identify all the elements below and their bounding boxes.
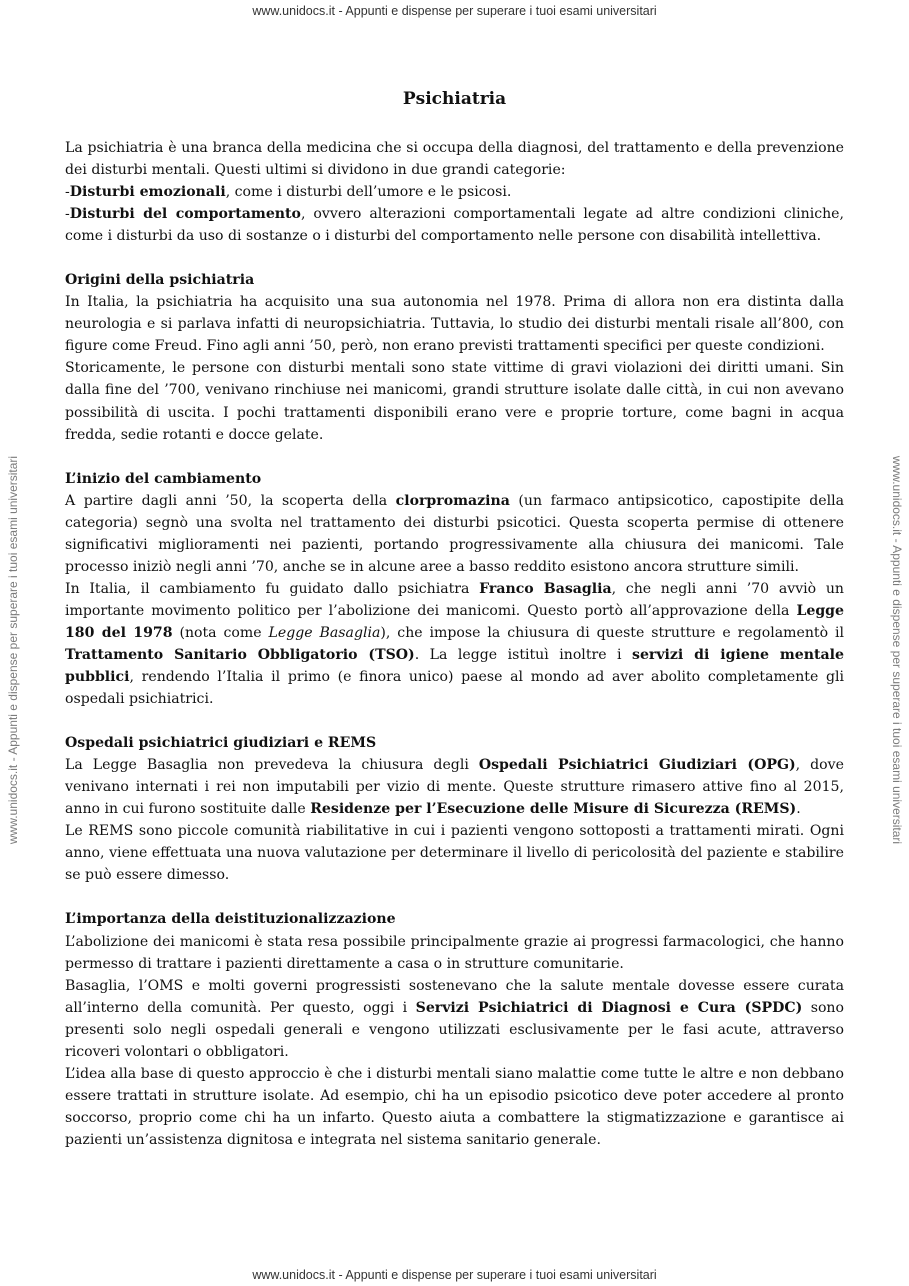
intro-list-item: -Disturbi emozionali, come i disturbi dell’umore e le psicosi. bbox=[65, 184, 512, 201]
section-paragraph: La Legge Basaglia non prevedeva la chiusura degli Ospedali Psichiatrici Giudiziari (OPG), dove venivano internati i rei non imputabili per vizio di mente. Queste strutture rimasero attive fino al 2015, anno in cui furono sostituite dalle Residenze per l’Esecuzione delle Misure di Sicurezza (REMS). bbox=[65, 757, 844, 818]
section-paragraph: In Italia, la psichiatria ha acquisito una sua autonomia nel 1978. Prima di allora non era distinta dalla neurologia e si parlava infatti di neuropsichiatria. Tuttavia, lo studio dei disturbi mentali risale all’800, con figure come Freud. Fino agli anni ’50, però, non erano previsti trattamenti specifici per queste condizioni. bbox=[65, 294, 844, 355]
watermark-left: www.unidocs.it - Appunti e dispense per superare i tuoi esami universitari bbox=[6, 455, 20, 845]
watermark-right: www.unidocs.it - Appunti e dispense per superare i tuoi esami universitari bbox=[890, 455, 904, 845]
watermark-bottom: www.unidocs.it - Appunti e dispense per superare i tuoi esami universitari bbox=[252, 1268, 657, 1282]
section-paragraph: Le REMS sono piccole comunità riabilitative in cui i pazienti vengono sottoposti a trattamenti mirati. Ogni anno, viene effettuata una nuova valutazione per determinare il livello di pericolosità del paziente e stabilire se può essere dimesso. bbox=[65, 823, 844, 884]
section-heading: L’importanza della deistituzionalizzazione bbox=[65, 911, 396, 928]
section-paragraph: Storicamente, le persone con disturbi mentali sono state vittime di gravi violazioni dei diritti umani. Sin dalla fine del ’700, venivano rinchiuse nei manicomi, grandi strutture isolate dalle città, in cui non avevano possibilità di uscita. I pochi trattamenti disponibili erano vere e proprie torture, come bagni in acqua fredda, sedie rotanti e docce gelate. bbox=[65, 360, 844, 443]
intro-paragraph: La psichiatria è una branca della medicina che si occupa della diagnosi, del trattamento e della prevenzione dei disturbi mentali. Questi ultimi si dividono in due grandi categorie: bbox=[65, 140, 844, 179]
section-heading: Origini della psichiatria bbox=[65, 272, 255, 289]
section-paragraph: In Italia, il cambiamento fu guidato dallo psichiatra Franco Basaglia, che negli anni ’70 avviò un importante movimento politico per l’abolizione dei manicomi. Questo portò all’approvazione della Legge 180 del 1978 (nota come Legge Basaglia), che impose la chiusura di queste strutture e regolamentò il Trattamento Sanitario Obbligatorio (TSO). La legge istituì inoltre i servizi di igiene mentale pubblici, rendendo l’Italia il primo (e finora unico) paese al mondo ad aver abolito completamente gli ospedali psichiatrici. bbox=[65, 580, 845, 708]
page-title: Psichiatria bbox=[402, 89, 507, 109]
section-paragraph: L’abolizione dei manicomi è stata resa possibile principalmente grazie ai progressi farmacologici, che hanno permesso di trattare i pazienti direttamente a casa o in strutture comunitarie. bbox=[65, 933, 844, 972]
section-paragraph: L’idea alla base di questo approccio è che i disturbi mentali siano malattie come tutte le altre e non debbano essere trattati in strutture isolate. Ad esempio, chi ha un episodio psicotico deve poter accedere al pronto soccorso, proprio come chi ha un infarto. Questo aiuta a combattere la stigmatizzazione e garantisce ai pazienti un’assistenza dignitosa e integrata nel sistema sanitario generale. bbox=[65, 1065, 844, 1148]
document-page bbox=[65, 87, 844, 1151]
watermark-top: www.unidocs.it - Appunti e dispense per superare i tuoi esami universitari bbox=[252, 4, 657, 18]
section-paragraph: Basaglia, l’OMS e molti governi progressisti sostenevano che la salute mentale dovesse essere curata all’interno della comunità. Per questo, oggi i Servizi Psichiatrici di Diagnosi e Cura (SPDC) sono presenti solo negli ospedali generali e vengono utilizzati esclusivamente per le fasi acute, attraverso ricoveri volontari o obbligatori. bbox=[65, 977, 844, 1060]
section-heading: L’inizio del cambiamento bbox=[65, 470, 262, 487]
intro-list-item: -Disturbi del comportamento, ovvero alterazioni comportamentali legate ad altre condizioni cliniche, come i disturbi da uso di sostanze o i disturbi del comportamento nelle persone con disabilità intellettiva. bbox=[65, 206, 844, 245]
section-paragraph: A partire dagli anni ’50, la scoperta della clorpromazina (un farmaco antipsicotico, capostipite della categoria) segnò una svolta nel trattamento dei disturbi psicotici. Questa scoperta permise di ottenere significativi miglioramenti nei pazienti, portando progressivamente alla chiusura dei manicomi. Tale processo iniziò negli anni ’70, anche se in alcune aree a basso reddito esistono ancora strutture simili. bbox=[65, 492, 844, 575]
section-heading: Ospedali psichiatrici giudiziari e REMS bbox=[65, 735, 377, 752]
